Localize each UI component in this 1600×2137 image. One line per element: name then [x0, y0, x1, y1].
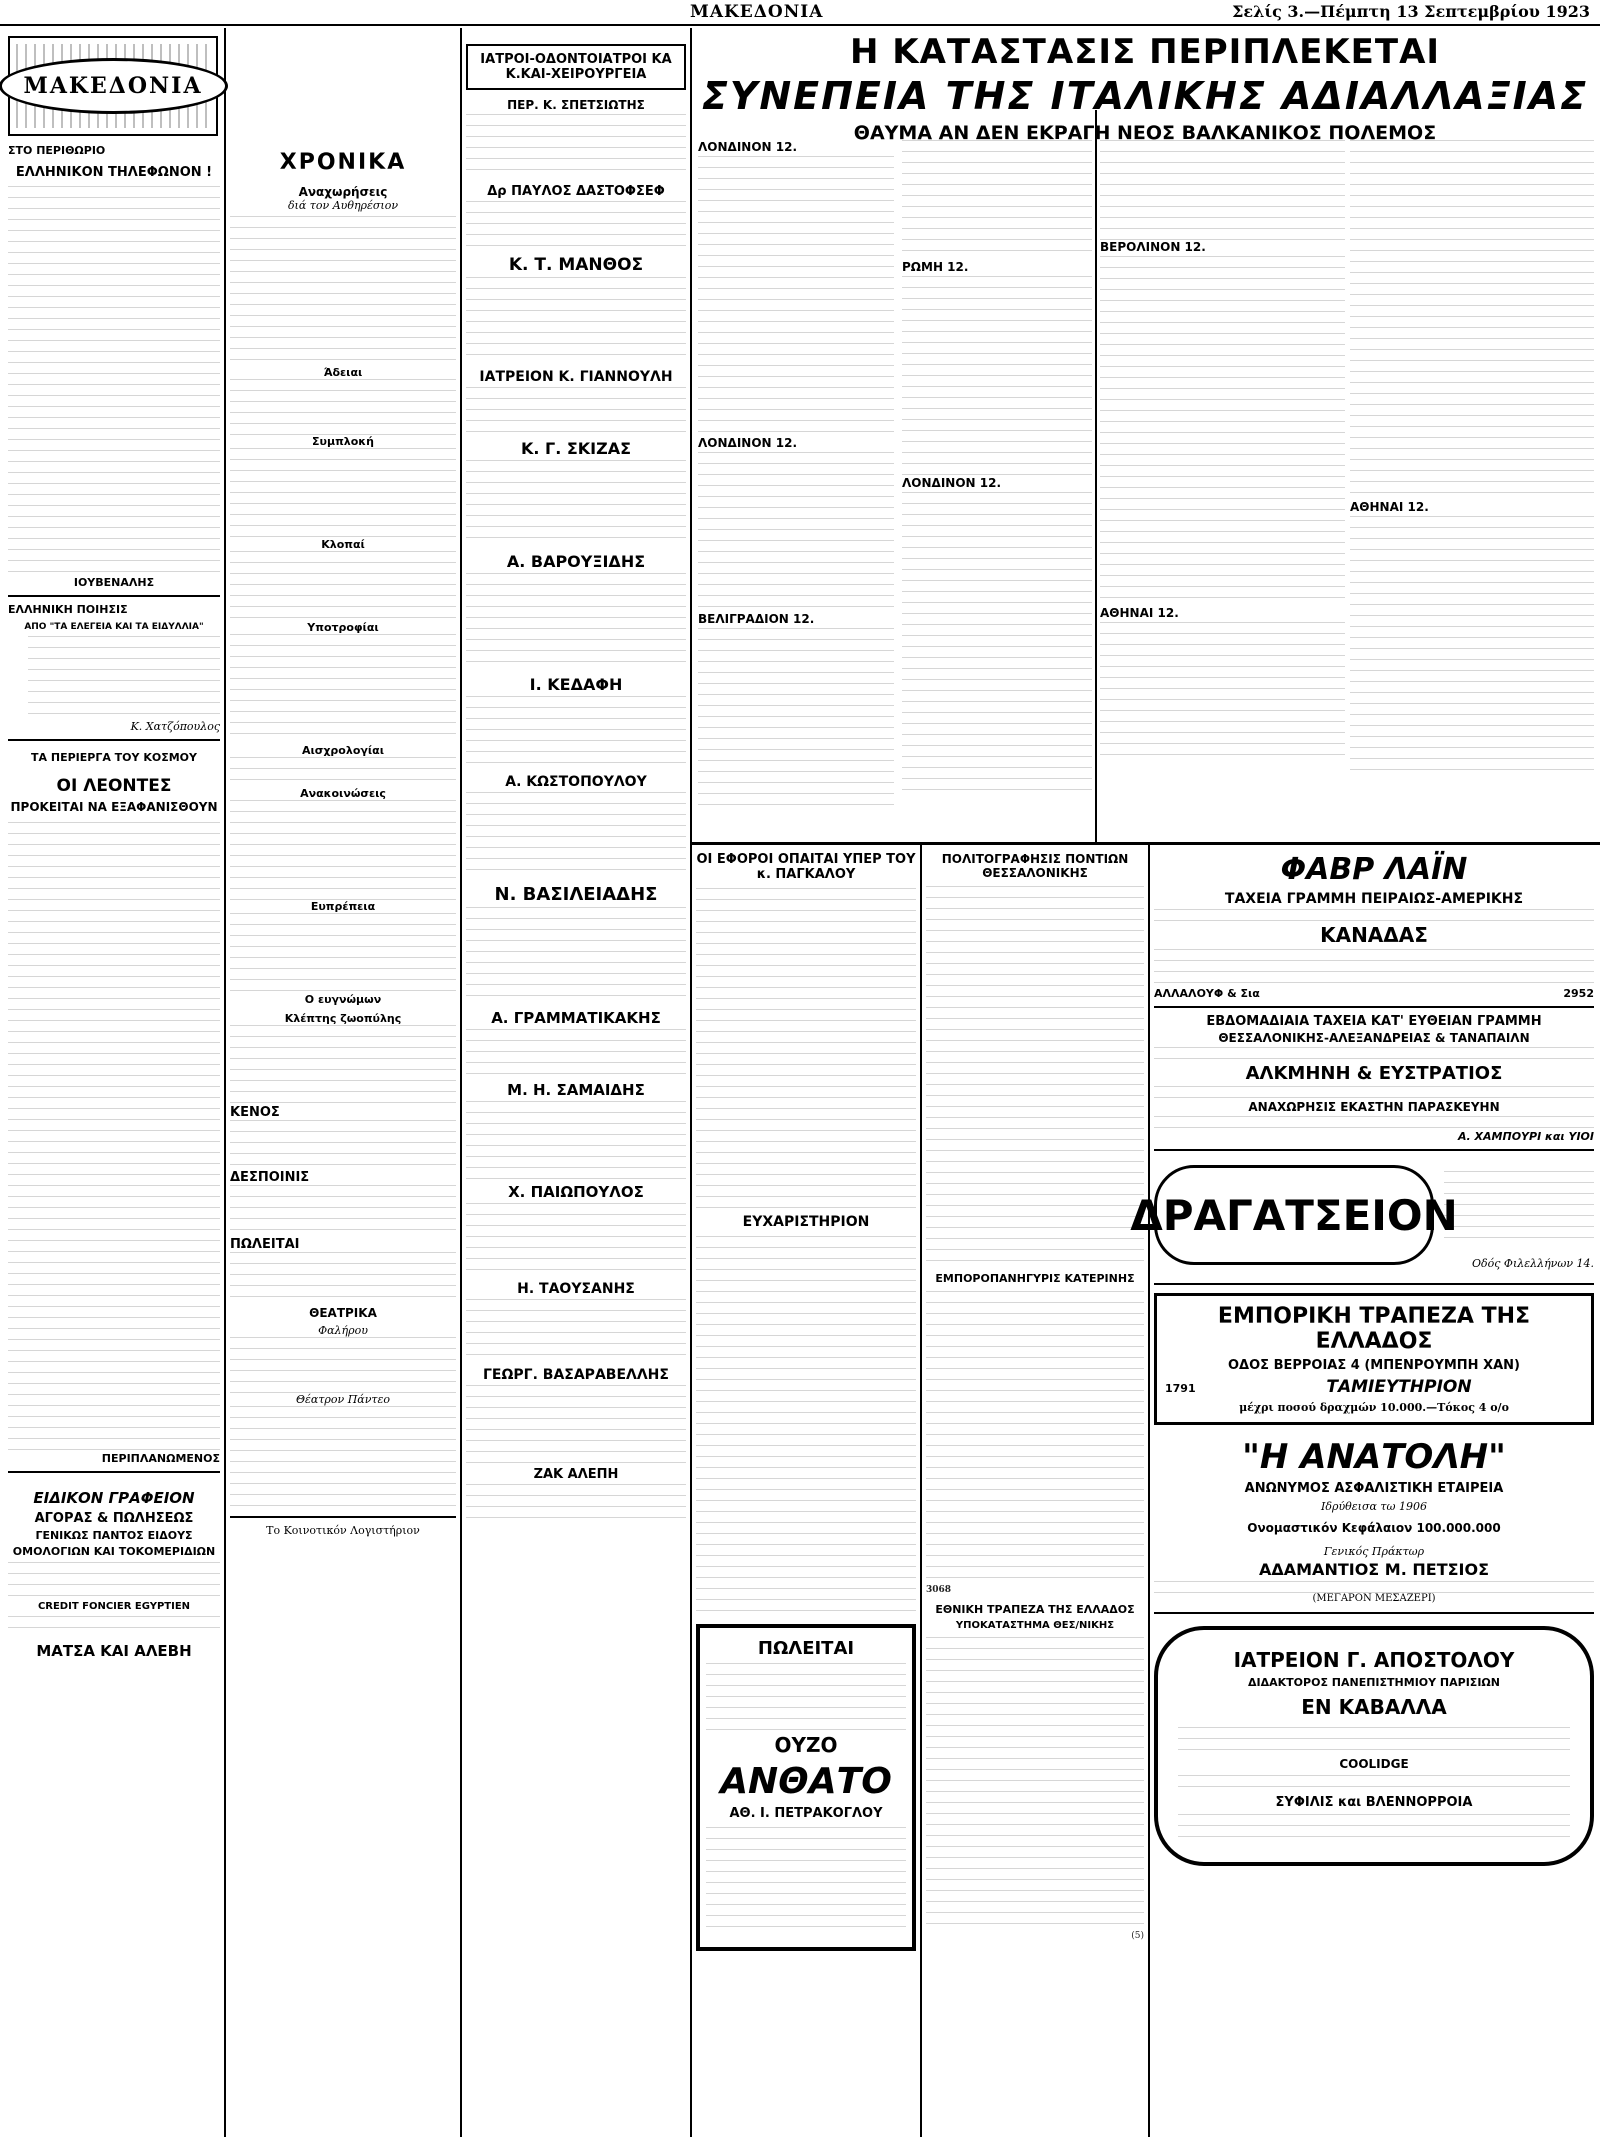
article-subheadline: ΠΡΟΚΕΙΤΑΙ ΝΑ ΕΞΑΦΑΝΙΣΘΟΥΝ — [10, 800, 218, 814]
dateline: ΛΟΝΔΙΝΟΝ 12. — [698, 436, 798, 450]
doctor-name: ΓΕΩΡΓ. ΒΑΣΑΡΑΒΕΛΛΗΣ — [483, 1367, 669, 1383]
anatoli-founded: Ιδρύθεισα τω 1906 — [1321, 1500, 1427, 1513]
dateline: ΑΘΗΝΑΙ 12. — [1350, 500, 1429, 514]
fabre-sub: ΤΑΧΕΙΑ ΓΡΑΜΜΗ ΠΕΙΡΑΙΩΣ-ΑΜΕΡΙΚΗΣ — [1224, 891, 1524, 907]
office-ad-line: ΑΓΟΡΑΣ & ΠΩΛΗΣΕΩΣ — [34, 1511, 194, 1526]
column-rule — [920, 845, 922, 2137]
column-1 — [8, 144, 220, 1660]
byline: ΙΟΥΒΕΝΑΛΗΣ — [73, 576, 155, 589]
article-headline: ΕΛΛΗΝΙΚΟΝ ΤΗΛΕΦΩΝΟΝ ! — [15, 165, 213, 180]
item-head: Συμπλοκή — [312, 435, 374, 448]
doctor-name: Κ. Γ. ΣΚΙΖΑΣ — [520, 439, 632, 458]
weekly-sub: ΘΕΣΣΑΛΟΝΙΚΗΣ-ΑΛΕΞΑΝΔΡΕΙΑΣ & ΤΑΝΑΠΑΙΛΝ — [1218, 1031, 1530, 1045]
commercial-bank-title: ΕΜΠΟΡΙΚΗ ΤΡΑΠΕΖΑ ΤΗΣ ΕΛΛΑΔΟΣ — [1217, 1304, 1531, 1354]
dragatseion-title: ΔΡΑΓΑΤΣΕΙΟΝ — [1130, 1190, 1458, 1240]
clinic-coolidge: COOLIDGE — [1339, 1757, 1409, 1771]
notice-text: Το Κοινοτικόν Λογιστήριον — [266, 1524, 420, 1537]
running-head — [0, 0, 1600, 26]
poem-title: ΑΠΟ "ΤΑ ΕΛΕΓΕΙΑ ΚΑΙ ΤΑ ΕΙΔΥΛΛΙΑ" — [24, 622, 204, 632]
section-divider — [692, 842, 1600, 845]
clinic-ad — [1154, 1626, 1594, 1866]
ouzo-brand: ΑΝΘΑΤΟ — [720, 1761, 892, 1802]
article-headline: ΕΜΠΟΡΟΠΑΝΗΓΥΡΙΣ ΚΑΤΕΡΙΝΗΣ — [935, 1272, 1135, 1285]
doctor-name: Ι. ΚΕΔΑΦΗ — [529, 675, 623, 694]
office-ad-line: ΓΕΝΙΚΩΣ ΠΑΝΤΟΣ ΕΙΔΟΥΣ — [35, 1529, 193, 1542]
office-ad-line: CREDIT FONCIER EGYPTIEN — [37, 1601, 191, 1612]
clinic-sub: ΔΙΔΑΚΤΟΡΟΣ ΠΑΝΕΠΙΣΤΗΜΙΟΥ ΠΑΡΙΣΙΩΝ — [1248, 1676, 1500, 1689]
dateline: ΛΟΝΔΙΝΟΝ 12. — [902, 476, 1002, 490]
fabre-ad — [1154, 852, 1594, 1000]
dateline: ΑΘΗΝΑΙ 12. — [1100, 606, 1179, 620]
poet-name: Κ. Χατζόπουλος — [130, 720, 220, 733]
classified-head: ΚΕΝΟΣ — [230, 1105, 280, 1120]
item-head: Ο ευγνώμων — [304, 993, 382, 1006]
anatoli-sub: ΑΝΩΝΥΜΟΣ ΑΣΦΑΛΙΣΤΙΚΗ ΕΤΑΙΡΕΙΑ — [1244, 1481, 1504, 1496]
byline: ΠΕΡΙΠΛΑΝΩΜΕΝΟΣ — [101, 1452, 220, 1465]
commercial-bank-year: 1791 — [1165, 1382, 1196, 1395]
anatoli-agent-address: (ΜΕΓΑΡΟΝ ΜΕΣΑΖΕΡΙ) — [1312, 1593, 1436, 1604]
doctor-name: Μ. Η. ΣΑΜΑΙΔΗΣ — [507, 1081, 645, 1099]
weekly-ships: ΑΛΚΜΗΝΗ & ΕΥΣΤΡΑΤΙΟΣ — [1245, 1063, 1503, 1084]
column-rule — [690, 28, 692, 2137]
paper-name: ΜΑΚΕΔΟΝΙΑ — [690, 2, 824, 22]
ads-column — [1130, 852, 1594, 1866]
doctor-name: Α. ΒΑΡΟΥΞΙΔΗΣ — [506, 552, 646, 571]
item-head: Ανακοινώσεις — [300, 787, 386, 800]
dateline: ΛΟΝΔΙΝΟΝ 12. — [698, 140, 798, 154]
commercial-bank-ad — [1154, 1293, 1594, 1425]
fabre-ship: ΚΑΝΑΔΑΣ — [1320, 923, 1428, 947]
bank-head: ΕΘΝΙΚΗ ΤΡΑΠΕΖΑ ΤΗΣ ΕΛΛΑΔΟΣ — [935, 1603, 1135, 1616]
column-rule — [460, 28, 462, 2137]
story-column — [698, 140, 894, 808]
dateline: ΒΕΛΙΓΡΑΔΙΟΝ 12. — [698, 612, 815, 626]
office-ad — [8, 1489, 220, 1660]
doctor-name: ΠΕΡ. Κ. ΣΠΕΤΣΙΩΤΗΣ — [507, 98, 645, 112]
anatoli-capital: Ονομαστικόν Κεφάλαιον 100.000.000 — [1247, 1521, 1501, 1535]
column-head: ΧΡΟΝΙΚΑ — [279, 150, 407, 175]
column-3 — [466, 44, 686, 1522]
commercial-bank-address: ΟΔΟΣ ΒΕΡΡΟΙΑΣ 4 (ΜΠΕΝΡΟΥΜΠΗ ΧΑΝ) — [1228, 1358, 1520, 1373]
item-head: Ευπρέπεια — [310, 900, 376, 913]
masthead-logo — [8, 36, 218, 136]
kicker: ΣΤΟ ΠΕΡΙΘΩΡΙΟ — [8, 144, 106, 157]
anatoli-agent: ΑΔΑΜΑΝΤΙΟΣ Μ. ΠΕΤΣΙΟΣ — [1258, 1560, 1490, 1579]
poem-body — [8, 636, 220, 720]
commercial-bank-rate: μέχρι ποσού δραχμών 10.000.—Τόκος 4 ο/ο — [1239, 1401, 1509, 1414]
article-headline: ΕΥΧΑΡΙΣΤΗΡΙΟΝ — [742, 1214, 870, 1230]
doctor-name: Α. ΚΩΣΤΟΠΟΥΛΟΥ — [505, 774, 647, 790]
logo-text: ΜΑΚΕΔΟΝΙΑ — [0, 58, 228, 114]
bank-subhead: ΥΠΟΚΑΤΑΣΤΗΜΑ ΘΕΣ/ΝΙΚΗΣ — [955, 1620, 1115, 1631]
dateline: ΒΕΡΟΛΙΝΟΝ 12. — [1100, 240, 1206, 254]
office-ad-title: ΕΙΔΙΚΟΝ ΓΡΑΦΕΙΟΝ — [33, 1489, 195, 1507]
clinic-specialty: ΣΥΦΙΛΙΣ και ΒΛΕΝΝΟΡΡΟΙΑ — [1275, 1795, 1473, 1810]
item-head: Υποτροφίαι — [307, 621, 379, 634]
fabre-agent: ΑΛΛΑΛΟΥΦ & Σια — [1154, 987, 1260, 1000]
fabre-title: ΦΑΒΡ ΛΑΪΝ — [1280, 852, 1468, 887]
article-headline: ΠΟΛΙΤΟΓΡΑΦΗΣΙΣ ΠΟΝΤΙΩΝ ΘΕΣΣΑΛΟΝΙΚΗΣ — [941, 852, 1129, 880]
anatoli-ad — [1154, 1437, 1594, 1604]
doctor-name: Χ. ΠΑΙΩΠΟΥΛΟΣ — [508, 1183, 644, 1201]
classified-head: ΠΩΛΕΙΤΑΙ — [230, 1237, 300, 1252]
page-number: (5) — [1131, 1931, 1144, 1941]
weekly-departure: ΑΝΑΧΩΡΗΣΙΣ ΕΚΑΣΤΗΝ ΠΑΡΑΣΚΕΥΗΝ — [1248, 1100, 1500, 1114]
main-story-header — [696, 32, 1594, 144]
article-headline: ΟΙ ΛΕΟΝΤΕΣ — [56, 776, 172, 796]
doctor-name: Η. ΤΑΟΥΣΑΝΗΣ — [517, 1281, 635, 1297]
item-subhead: Θέατρον Πάντεο — [295, 1393, 391, 1406]
ouzo-sale: ΠΩΛΕΙΤΑΙ — [757, 1638, 855, 1659]
doctor-name: Α. ΓΡΑΜΜΑΤΙΚΑΚΗΣ — [491, 1009, 661, 1027]
ouzo-maker: ΑΘ. Ι. ΠΕΤΡΑΚΟΓΛΟΥ — [729, 1806, 883, 1821]
clinic-title: ΙΑΤΡΕΙΟΝ Γ. ΑΠΟΣΤΟΛΟΥ — [1233, 1648, 1515, 1672]
column-rule — [224, 28, 226, 2137]
item-head: Αναχωρήσεις — [298, 185, 388, 199]
column-2 — [230, 150, 456, 1537]
weekly-title: ΕΒΔΟΜΑΔΙΑΙΑ ΤΑΧΕΙΑ ΚΑΤ' ΕΥΘΕΙΑΝ ΓΡΑΜΜΗ — [1206, 1014, 1542, 1029]
lower-column-a — [696, 852, 916, 1951]
lower-column-b — [926, 852, 1144, 1941]
section-head: ΘΕΑΤΡΙΚΑ — [309, 1306, 377, 1320]
anatoli-title: "Η ΑΝΑΤΟΛΗ" — [1242, 1437, 1506, 1477]
article-headline: ΟΙ ΕΦΟΡΟΙ ΟΠΑΙΤΑΙ ΥΠΕΡ ΤΟΥ κ. ΠΑΓΚΑΛΟΥ — [696, 852, 916, 882]
weekly-agent: Α. ΧΑΜΠΟΥΡΙ και ΥΙΟΙ — [1458, 1130, 1594, 1143]
item-head: Αισχρολογίαι — [301, 744, 385, 757]
doctor-name: ΙΑΤΡΕΙΟΝ Κ. ΓΙΑΝΝΟΥΛΗ — [479, 369, 673, 385]
main-deck: ΘΑΥΜΑ ΑΝ ΔΕΝ ΕΚΡΑΓΗ ΝΕΟΣ ΒΑΛΚΑΝΙΚΟΣ ΠΟΛΕΜΟΣ — [853, 122, 1437, 144]
anatoli-agent-label: Γενικός Πράκτωρ — [1323, 1545, 1425, 1558]
ouzo-label: ΟΥΖΟ — [774, 1733, 838, 1757]
item-subhead: διά τον Αυθηρέσιον — [287, 199, 399, 212]
article-body — [8, 822, 220, 1452]
ref-number: 3068 — [926, 1585, 952, 1595]
main-subheadline: ΣΥΝΕΠΕΙΑ ΤΗΣ ΙΤΑΛΙΚΗΣ ΑΔΙΑΛΛΑΞΙΑΣ — [701, 74, 1589, 118]
story-column — [902, 140, 1092, 792]
clinic-city: ΕΝ ΚΑΒΑΛΛΑ — [1301, 1695, 1447, 1719]
main-headline: Η ΚΑΤΑΣΤΑΣΙΣ ΠΕΡΙΠΛΕΚΕΤΑΙ — [849, 32, 1441, 72]
dragatseion-address: Οδός Φιλελλήνων 14. — [1472, 1257, 1594, 1270]
issue-date: Σελίς 3.—Πέμπτη 13 Σεπτεμβρίου 1923 — [1232, 2, 1590, 21]
fabre-number: 2952 — [1563, 987, 1594, 1000]
office-ad-line: ΟΜΟΛΟΓΙΩΝ ΚΑΙ ΤΟΚΟΜΕΡΙΔΙΩΝ — [12, 1545, 216, 1558]
item-head: Άδειαι — [323, 366, 363, 379]
office-ad-name: ΜΑΤΣΑ ΚΑΙ ΑΛΕΒΗ — [36, 1642, 192, 1660]
doctor-name: Δρ ΠΑΥΛΟΣ ΔΑΣΤΟΦΣΕΦ — [487, 184, 665, 199]
item-head: Κλέπτης ζωοπύλης — [284, 1012, 402, 1025]
section-head: ΤΑ ΠΕΡΙΕΡΓΑ ΤΟΥ ΚΟΣΜΟΥ — [31, 751, 197, 764]
doctor-name: Κ. Τ. ΜΑΝΘΟΣ — [508, 255, 644, 275]
article-body — [8, 186, 220, 576]
ouzo-ad — [696, 1624, 916, 1951]
weekly-line-ad — [1154, 1014, 1594, 1143]
column-rule — [1148, 845, 1150, 2137]
classified-head: ΔΕΣΠΟΙΝΙΣ — [230, 1170, 310, 1185]
item-head: Κλοπαί — [321, 538, 365, 551]
doctor-name: Ν. ΒΑΣΙΛΕΙΑΔΗΣ — [494, 884, 658, 905]
section-head: ΕΛΛΗΝΙΚΗ ΠΟΙΗΣΙΣ — [8, 603, 128, 616]
column-rule — [1095, 110, 1097, 845]
doctor-name: ΖΑΚ ΑΛΕΠΗ — [533, 1467, 619, 1482]
dragatseion-ad — [1130, 1157, 1594, 1277]
dateline: ΡΩΜΗ 12. — [902, 260, 969, 274]
commercial-bank-savings: ΤΑΜΙΕΥΤΗΡΙΟΝ — [1326, 1377, 1472, 1397]
directory-head: ΙΑΤΡΟΙ-ΟΔΟΝΤΟΙΑΤΡΟΙ ΚΑ Κ.ΚΑΙ-ΧΕΙΡΟΥΡΓΕΙΑ — [466, 44, 686, 90]
item-subhead: Φαλήρου — [318, 1324, 368, 1337]
